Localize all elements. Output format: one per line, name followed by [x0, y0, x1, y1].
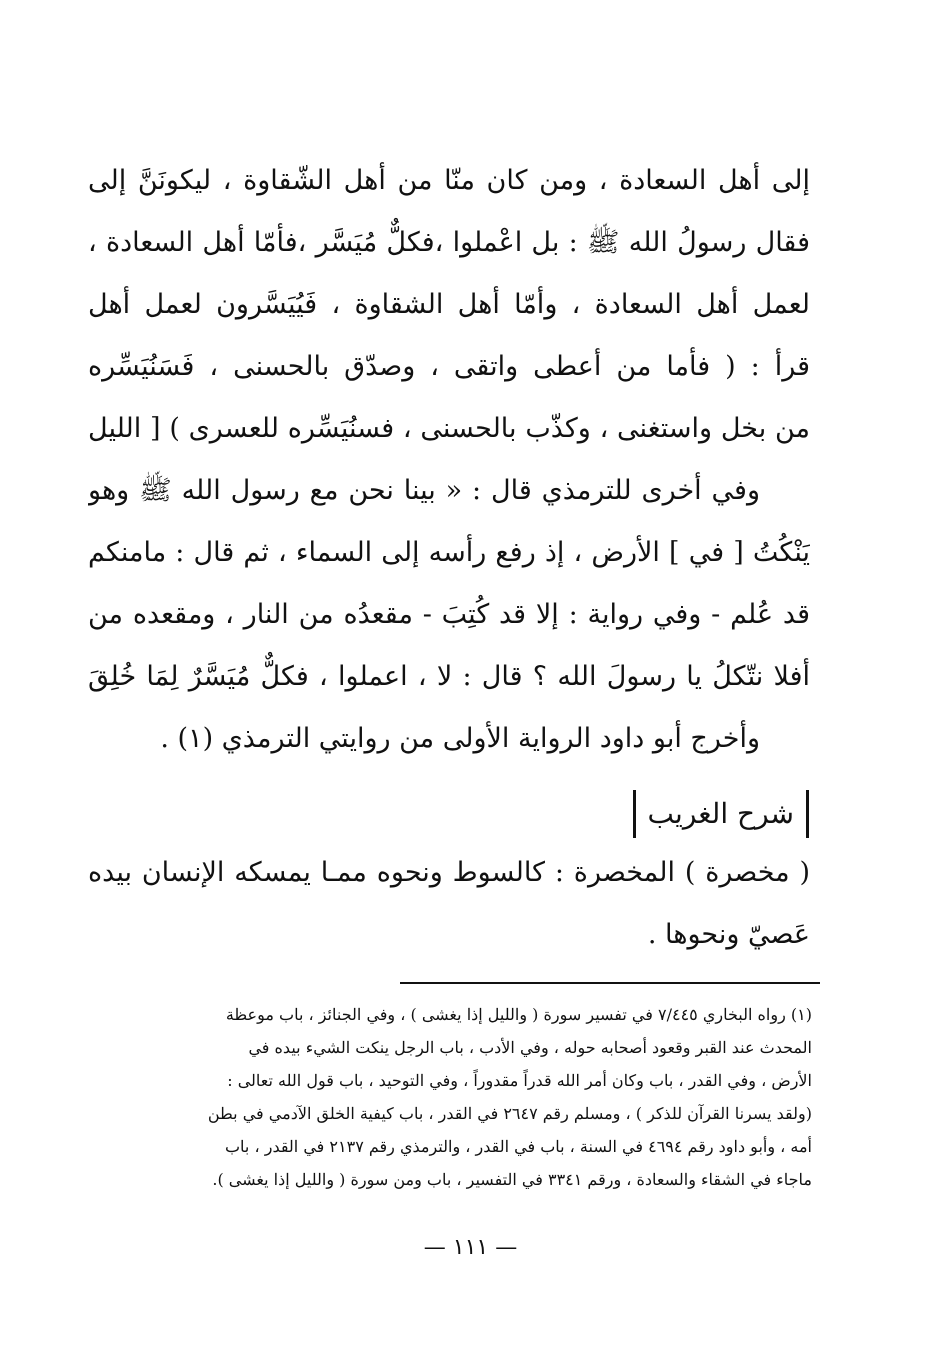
glossary-text	[88, 842, 810, 966]
footnote-line: أمه ، وأبو داود رقم ٤٦٩٤ في السنة ، باب في القدر ، والترمذي رقم ٢١٣٧ في القدر ، باب	[224, 1137, 812, 1156]
body-line: وفي أخرى للترمذي قال : « بينا نحن مع رسول الله ﷺ وهو	[88, 475, 760, 506]
body-line: إلى أهل السعادة ، ومن كان منّا من أهل الشّقاوة ، ليكونَنَّ إلى	[88, 165, 810, 196]
body-line: أفلا نتّكلُ يا رسولَ الله ؟ قال : لا ، اعملوا ، فكلٌّ مُيَسَّرٌ لِمَا خُلِقَ	[88, 661, 810, 692]
glossary-line: ( مخصرة ) المخصرة : كالسوط ونحوه ممـا يمسكه الإنسان بيده	[88, 857, 810, 888]
footnote-line: (ولقد يسرنا القرآن للذكر ) ، ومسلم رقم ٢٦٤٧ في القدر ، باب كيفية الخلق الآدمي في بطن	[207, 1104, 812, 1123]
body-line: يَنْكُتُ [ في ] الأرض ، إذ رفع رأسه إلى السماء ، ثم قال : مامنكم	[88, 537, 810, 568]
body-line: قرأ : ( فأما من أعطى واتقى ، وصدّق بالحسنى ، فَسَنُيَسِّره	[88, 351, 810, 382]
heading-text: شرح الغريب	[647, 797, 794, 830]
footnotes	[92, 998, 812, 1196]
glossary-line: عَصيّ ونحوها .	[647, 919, 810, 950]
page-number: — ١١١ —	[423, 1235, 518, 1260]
body-line: فقال رسولُ الله ﷺ : بل اعْملوا ،فكلٌّ مُيَسَّر ،فأمّا أهل السعادة ،	[88, 227, 810, 258]
footnote-line: ماجاء في الشقاء والسعادة ، ورقم ٣٣٤١ في التفسير ، باب ومن سورة ( والليل إذا يغشى ).	[212, 1170, 812, 1189]
section-heading	[633, 790, 809, 838]
body-line: لعمل أهل السعادة ، وأمّا أهل الشقاوة ، فَيُيَسَّرون لعمل أهل	[88, 289, 810, 320]
footnote-line: (١) رواه البخاري ٧/٤٤٥ في تفسير سورة ( والليل إذا يغشى ) ، وفي الجنائز ، باب موعظة	[225, 1005, 812, 1024]
body-line: من بخل واستغنى ، وكذّب بالحسنى ، فسنُيَسِّره للعسرى ) [ الليل	[88, 413, 810, 444]
body-line: وأخرج أبو داود الرواية الأولى من روايتي الترمذي (١) .	[160, 723, 760, 754]
footnote-divider	[400, 982, 820, 984]
footnote-line: المحدث عند القبر وقعود أصحابه حوله ، وفي الأدب ، باب الرجل ينكت الشيء بيده في	[248, 1038, 812, 1057]
footnote-line: الأرض ، وفي القدر ، باب وكان أمر الله قدراً مقدوراً ، وفي التوحيد ، باب قول الله تعالى :	[227, 1071, 812, 1090]
main-text	[88, 150, 810, 770]
body-line: قد عُلم - وفي رواية : إلا قد كُتِبَ - مقعدُه من النار ، ومقعده من	[88, 599, 810, 630]
